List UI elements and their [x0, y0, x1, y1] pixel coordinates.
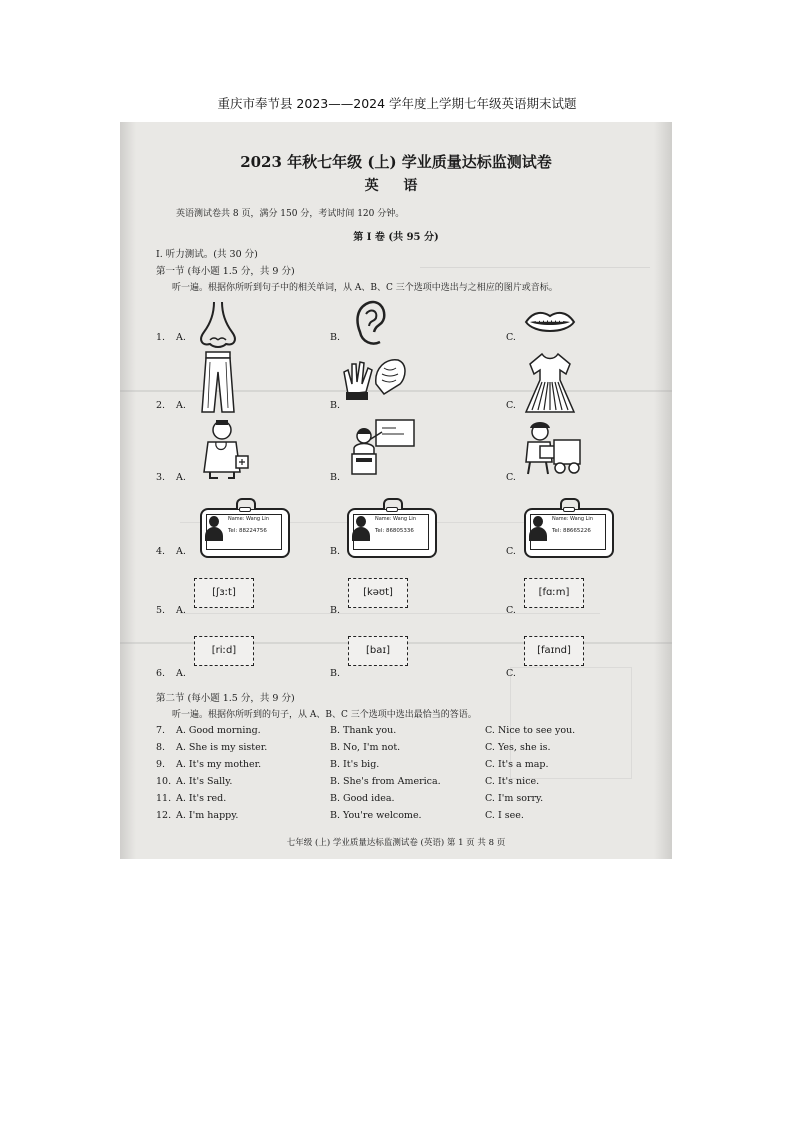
subsection-instructions: 听一遍。根据你所听到句子中的相关单词，从 A、B、C 三个选项中选出与之相应的图片或音标。 [172, 283, 558, 293]
person-silhouette-icon [533, 516, 543, 527]
question-number: 3. [156, 472, 166, 483]
option-c-label: C. [506, 668, 516, 679]
option-c-label: C. [506, 472, 516, 483]
question-number: 4. [156, 546, 166, 557]
option-a-label: A. [176, 472, 186, 483]
person-silhouette-icon [529, 527, 547, 541]
question-number: 5. [156, 605, 166, 616]
pants-icon [200, 350, 236, 414]
option-c: C. I see. [485, 810, 524, 821]
card-tel: Tel: 88224756 [228, 528, 267, 534]
nose-icon [196, 300, 240, 348]
page-footer: 七年级 (上) 学业质量达标监测试卷 (英语) 第 1 页 共 8 页 [286, 838, 506, 848]
doctor-icon [198, 418, 250, 480]
question-number: 12. [156, 810, 172, 821]
person-silhouette-icon [205, 527, 223, 541]
option-b-label: B. [330, 605, 341, 616]
question-number: 7. [156, 725, 166, 736]
option-a: A. It's Sally. [176, 776, 233, 787]
question-number: 11. [156, 793, 172, 804]
option-c: C. Nice to see you. [485, 725, 576, 736]
id-card-a [200, 508, 290, 558]
phonetic-box: [fɑːm] [524, 578, 584, 608]
ear-icon [352, 298, 388, 348]
exam-subject: 英 语 [364, 178, 428, 194]
option-c: C. I'm sorry. [485, 793, 544, 804]
option-a: A. It's red. [176, 793, 227, 804]
page-header: 重庆市奉节县 2023——2024 学年度上学期七年级英语期末试题 [217, 96, 577, 111]
option-c-label: C. [506, 546, 516, 557]
option-b-label: B. [330, 472, 341, 483]
person-silhouette-icon [209, 516, 219, 527]
option-a: A. I'm happy. [176, 810, 239, 821]
option-a-label: A. [176, 400, 186, 411]
question-number: 6. [156, 668, 166, 679]
question-number: 2. [156, 400, 166, 411]
question-number: 8. [156, 742, 166, 753]
mouth-icon [524, 308, 576, 336]
option-b: B. Good idea. [330, 793, 395, 804]
person-silhouette-icon [356, 516, 366, 527]
option-a-label: A. [176, 332, 186, 343]
id-card-c [524, 508, 614, 558]
exam-photo [120, 122, 672, 859]
option-b: B. Thank you. [330, 725, 397, 736]
exam-intro: 英语测试卷共 8 页，满分 150 分，考试时间 120 分钟。 [176, 209, 405, 219]
option-b-label: B. [330, 668, 341, 679]
option-c-label: C. [506, 400, 516, 411]
option-b: B. She's from America. [330, 776, 441, 787]
option-a-label: A. [176, 546, 186, 557]
phonetic-box: [riːd] [194, 636, 254, 666]
phonetic-box: [faɪnd] [524, 636, 584, 666]
option-c-label: C. [506, 605, 516, 616]
option-b: B. No, I'm not. [330, 742, 401, 753]
gloves-icon [340, 354, 410, 404]
option-b-label: B. [330, 546, 341, 557]
dress-icon [522, 352, 578, 414]
option-a: A. It's my mother. [176, 759, 262, 770]
card-name: Name: Wang Lin [375, 516, 416, 522]
option-c-label: C. [506, 332, 516, 343]
part-title: 第 Ⅰ 卷 (共 95 分) [353, 232, 439, 243]
question-number: 1. [156, 332, 166, 343]
teacher-icon [348, 418, 418, 476]
card-name: Name: Wang Lin [228, 516, 269, 522]
option-b-label: B. [330, 332, 341, 343]
option-a-label: A. [176, 605, 186, 616]
subsection-instructions: 听一遍。根据你所听到的句子，从 A、B、C 三个选项中选出最恰当的答语。 [172, 710, 477, 720]
option-b: B. You're welcome. [330, 810, 422, 821]
subsection-title: 第二节 (每小题 1.5 分，共 9 分) [156, 693, 295, 704]
question-number: 9. [156, 759, 166, 770]
person-silhouette-icon [352, 527, 370, 541]
option-a: A. Good morning. [176, 725, 261, 736]
subsection-title: 第一节 (每小题 1.5 分，共 9 分) [156, 266, 295, 277]
id-card-b [347, 508, 437, 558]
card-slot [563, 507, 575, 512]
option-b: B. It's big. [330, 759, 380, 770]
card-slot [386, 507, 398, 512]
phonetic-box: [baɪ] [348, 636, 408, 666]
option-b-label: B. [330, 400, 341, 411]
option-a: A. She is my sister. [176, 742, 268, 753]
option-c: C. It's a map. [485, 759, 549, 770]
option-c: C. It's nice. [485, 776, 540, 787]
phonetic-box: [kəʊt] [348, 578, 408, 608]
card-tel: Tel: 88665226 [552, 528, 591, 534]
option-a-label: A. [176, 668, 186, 679]
card-tel: Tel: 86805336 [375, 528, 414, 534]
section-title: Ⅰ. 听力测试。(共 30 分) [156, 249, 258, 260]
question-number: 10. [156, 776, 172, 787]
card-slot [239, 507, 251, 512]
exam-title: 2023 年秋七年级 (上) 学业质量达标监测试卷 [240, 153, 552, 171]
phonetic-box: [ʃɜːt] [194, 578, 254, 608]
card-name: Name: Wang Lin [552, 516, 593, 522]
delivery-man-icon [520, 420, 582, 478]
option-c: C. Yes, she is. [485, 742, 551, 753]
